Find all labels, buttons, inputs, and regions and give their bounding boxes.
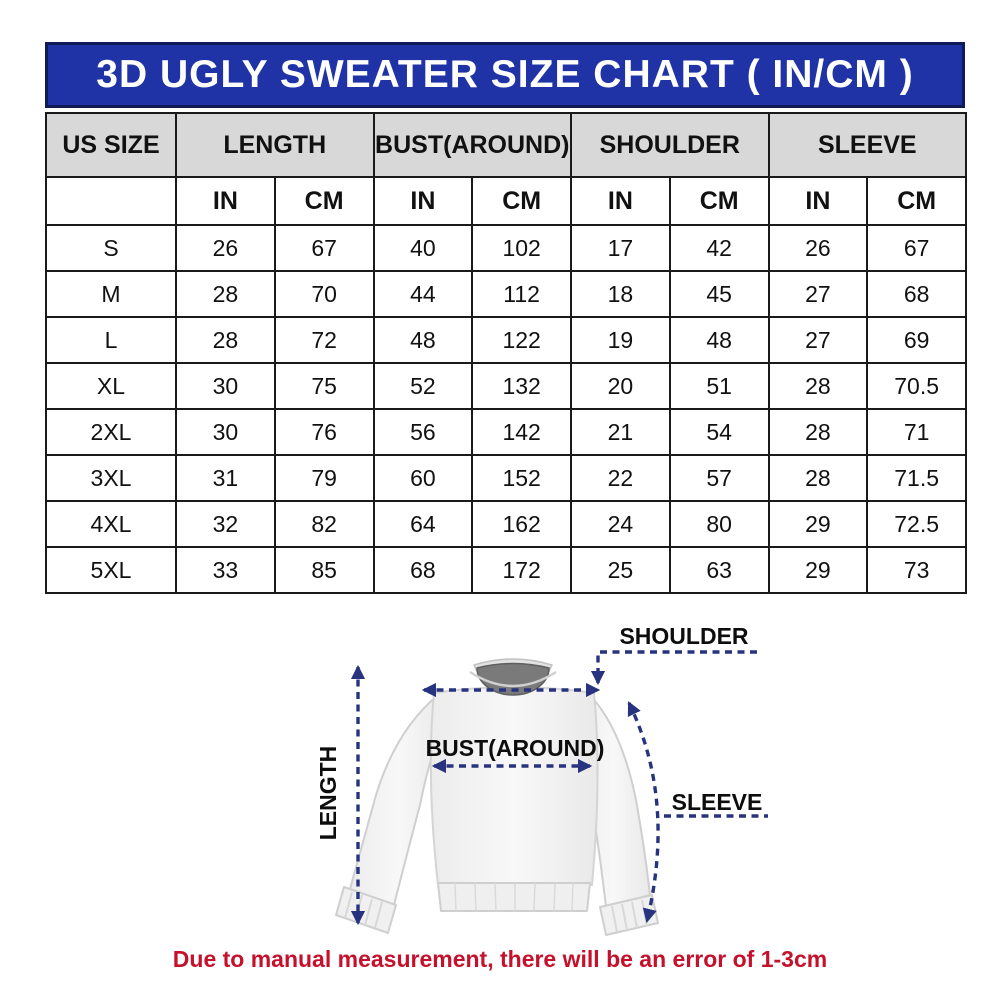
cell: 20 [571, 363, 670, 409]
cell: 42 [670, 225, 769, 271]
cell: 122 [472, 317, 571, 363]
cell: 22 [571, 455, 670, 501]
sleeve-label: SLEEVE [671, 789, 763, 815]
cell: 48 [374, 317, 473, 363]
cell: 18 [571, 271, 670, 317]
cell: 73 [867, 547, 966, 593]
cell: 69 [867, 317, 966, 363]
cell: 67 [867, 225, 966, 271]
page-title: 3D UGLY SWEATER SIZE CHART ( IN/CM ) [96, 53, 914, 96]
cell: 28 [176, 317, 275, 363]
cell: 21 [571, 409, 670, 455]
cell: 102 [472, 225, 571, 271]
row-size-label: M [46, 271, 176, 317]
cell: 71 [867, 409, 966, 455]
table-row [46, 225, 966, 271]
cell: 48 [670, 317, 769, 363]
cell: 52 [374, 363, 473, 409]
cell: 63 [670, 547, 769, 593]
row-size-label: 3XL [46, 455, 176, 501]
unit-header: CM [472, 177, 571, 225]
col-header-bust: BUST(AROUND) [374, 113, 572, 177]
cell: 80 [670, 501, 769, 547]
table-row [46, 409, 966, 455]
cell: 67 [275, 225, 374, 271]
row-size-label: XL [46, 363, 176, 409]
table-header-row [46, 113, 966, 177]
row-size-label: 4XL [46, 501, 176, 547]
cell: 72.5 [867, 501, 966, 547]
shoulder-label: SHOULDER [619, 623, 749, 649]
table-row [46, 455, 966, 501]
table-row [46, 501, 966, 547]
unit-header: IN [571, 177, 670, 225]
cell: 172 [472, 547, 571, 593]
cell: 152 [472, 455, 571, 501]
cell: 60 [374, 455, 473, 501]
cell: 28 [176, 271, 275, 317]
cell: 56 [374, 409, 473, 455]
cell: 142 [472, 409, 571, 455]
table-row [46, 547, 966, 593]
unit-header: IN [176, 177, 275, 225]
cell: 24 [571, 501, 670, 547]
unit-header: CM [867, 177, 966, 225]
table-unit-row [46, 177, 966, 225]
unit-header-blank [46, 177, 176, 225]
measurement-error-note: Due to manual measurement, there will be an error of 1-3cm [172, 946, 828, 972]
cell: 72 [275, 317, 374, 363]
cell: 64 [374, 501, 473, 547]
shoulder-callout-line [598, 652, 757, 683]
sweater-image [336, 659, 658, 935]
cell: 70 [275, 271, 374, 317]
cell: 31 [176, 455, 275, 501]
cell: 17 [571, 225, 670, 271]
cell: 75 [275, 363, 374, 409]
cell: 162 [472, 501, 571, 547]
cell: 19 [571, 317, 670, 363]
cell: 79 [275, 455, 374, 501]
row-size-label: L [46, 317, 176, 363]
col-header-us-size: US SIZE [46, 113, 176, 177]
row-size-label: 2XL [46, 409, 176, 455]
chart-title-bar [45, 42, 965, 108]
cell: 132 [472, 363, 571, 409]
cell: 54 [670, 409, 769, 455]
cell: 26 [176, 225, 275, 271]
cell: 68 [867, 271, 966, 317]
col-header-sleeve: SLEEVE [769, 113, 967, 177]
unit-header: IN [769, 177, 868, 225]
sweater-measurement-diagram [0, 615, 1000, 960]
col-header-shoulder: SHOULDER [571, 113, 769, 177]
cell: 28 [769, 409, 868, 455]
row-size-label: S [46, 225, 176, 271]
cell: 76 [275, 409, 374, 455]
length-label: LENGTH [315, 745, 341, 841]
bust-label: BUST(AROUND) [425, 735, 605, 761]
cell: 85 [275, 547, 374, 593]
cell: 27 [769, 317, 868, 363]
unit-header: CM [670, 177, 769, 225]
cell: 45 [670, 271, 769, 317]
cell: 32 [176, 501, 275, 547]
table-row [46, 363, 966, 409]
cell: 29 [769, 547, 868, 593]
cell: 68 [374, 547, 473, 593]
cell: 28 [769, 455, 868, 501]
cell: 44 [374, 271, 473, 317]
cell: 28 [769, 363, 868, 409]
cell: 71.5 [867, 455, 966, 501]
size-chart-table [45, 112, 967, 594]
row-size-label: 5XL [46, 547, 176, 593]
cell: 40 [374, 225, 473, 271]
cell: 30 [176, 363, 275, 409]
unit-header: CM [275, 177, 374, 225]
table-row [46, 271, 966, 317]
cell: 30 [176, 409, 275, 455]
cell: 25 [571, 547, 670, 593]
cell: 27 [769, 271, 868, 317]
cell: 29 [769, 501, 868, 547]
cell: 33 [176, 547, 275, 593]
cell: 57 [670, 455, 769, 501]
cell: 70.5 [867, 363, 966, 409]
cell: 82 [275, 501, 374, 547]
cell: 112 [472, 271, 571, 317]
table-row [46, 317, 966, 363]
cell: 26 [769, 225, 868, 271]
col-header-length: LENGTH [176, 113, 374, 177]
cell: 51 [670, 363, 769, 409]
unit-header: IN [374, 177, 473, 225]
